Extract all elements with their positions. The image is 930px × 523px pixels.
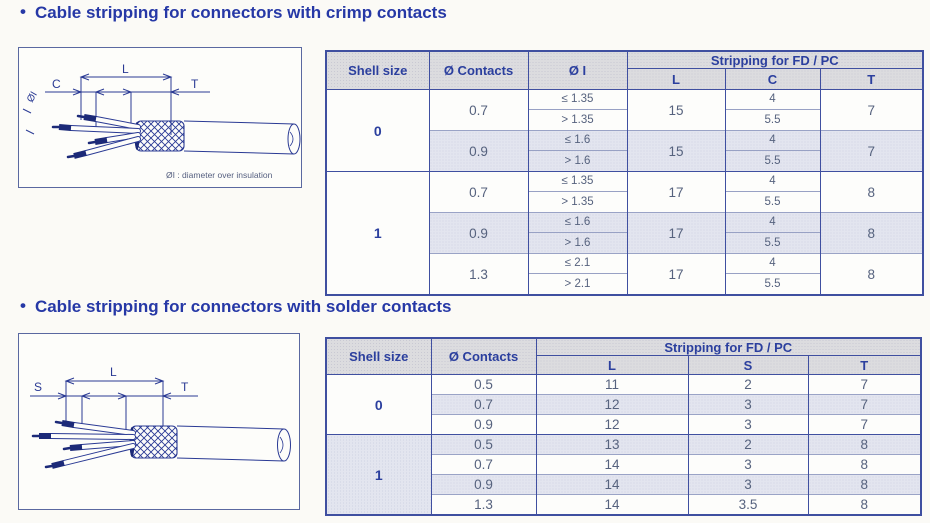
- col-header-stripping-group: Stripping for FD / PC: [536, 338, 921, 356]
- jacket-end: [288, 124, 300, 154]
- cell-t: 8: [820, 254, 923, 296]
- solder-header-row: [326, 338, 921, 356]
- cell-t: 8: [808, 455, 921, 475]
- cell-c: [725, 254, 820, 296]
- table-row: [326, 172, 923, 213]
- cell-oi: [528, 131, 627, 172]
- cell-l: 13: [536, 435, 688, 455]
- col-header-contacts: Ø Contacts: [431, 338, 536, 375]
- cell-c-lower: 5.5: [764, 237, 781, 249]
- cell-contacts: 1.3: [429, 254, 528, 296]
- table-row: [326, 90, 923, 131]
- dim-label-s: S: [34, 380, 43, 394]
- solder-cable-diagram: [18, 333, 300, 510]
- cell-s: 3.5: [688, 495, 808, 516]
- cell-s: 3: [688, 415, 808, 435]
- col-header-c: C: [725, 69, 820, 90]
- col-header-shell-size: Shell size: [326, 51, 429, 90]
- cell-oi-upper: ≤ 1.6: [529, 213, 627, 233]
- cell-oi-upper: ≤ 1.35: [529, 90, 627, 110]
- table-row: [326, 435, 921, 455]
- cell-contacts: 0.7: [429, 172, 528, 213]
- cell-shell-size: 1: [326, 172, 429, 296]
- cell-l: 17: [627, 213, 725, 254]
- col-header-t: T: [820, 69, 923, 90]
- cell-contacts: 0.5: [431, 435, 536, 455]
- cell-c: [725, 213, 820, 254]
- cell-c-lower: 5.5: [764, 196, 781, 208]
- col-header-l: L: [536, 356, 688, 375]
- cell-oi: [528, 172, 627, 213]
- dim-label-t: T: [191, 77, 199, 91]
- cell-s: 2: [688, 375, 808, 395]
- cell-l: 14: [536, 495, 688, 516]
- diagram-border: [19, 334, 300, 510]
- cell-t: 7: [820, 131, 923, 172]
- cell-shell-size: 1: [326, 435, 431, 516]
- cell-s: 3: [688, 455, 808, 475]
- cell-l: 15: [627, 131, 725, 172]
- crimp-header-row: [326, 51, 923, 69]
- col-header-contacts: Ø Contacts: [429, 51, 528, 90]
- cell-oi: [528, 254, 627, 296]
- bullet-icon: •: [20, 2, 26, 21]
- cell-oi-upper: ≤ 1.35: [529, 172, 627, 192]
- cell-c-upper: 4: [726, 131, 820, 151]
- solder-table: [325, 337, 922, 516]
- cell-c-upper: 4: [726, 254, 820, 274]
- cell-t: 8: [808, 475, 921, 495]
- diagram-border: [19, 48, 302, 188]
- cell-shell-size: 0: [326, 90, 429, 172]
- cell-t: 7: [808, 415, 921, 435]
- dim-label-l: L: [110, 365, 117, 379]
- cell-contacts: 1.3: [431, 495, 536, 516]
- crimp-cable-diagram: [18, 47, 302, 188]
- col-header-shell-size: Shell size: [326, 338, 431, 375]
- cell-s: 2: [688, 435, 808, 455]
- cell-s: 3: [688, 475, 808, 495]
- solder-title-text: Cable stripping for connectors with solder contacts: [34, 297, 452, 316]
- cell-contacts: 0.9: [431, 475, 536, 495]
- cell-l: 11: [536, 375, 688, 395]
- crimp-section-title: [20, 3, 447, 23]
- cell-t: 8: [808, 435, 921, 455]
- cell-l: 12: [536, 395, 688, 415]
- cell-l: 14: [536, 455, 688, 475]
- cell-c-lower: 5.5: [764, 114, 781, 126]
- cell-c: [725, 172, 820, 213]
- cell-contacts: 0.7: [431, 455, 536, 475]
- cell-oi-lower: > 1.35: [561, 114, 594, 126]
- cell-oi-lower: > 1.6: [564, 237, 591, 249]
- cell-contacts: 0.7: [431, 395, 536, 415]
- col-header-t: T: [808, 356, 921, 375]
- jacket-end: [278, 429, 291, 461]
- cell-t: 7: [820, 90, 923, 131]
- cell-c-lower: 5.5: [764, 278, 781, 290]
- dim-label-t: T: [181, 380, 189, 394]
- col-header-oi: Ø I: [528, 51, 627, 90]
- cell-shell-size: 0: [326, 375, 431, 435]
- dim-label-c: C: [52, 77, 61, 91]
- cell-contacts: 0.9: [431, 415, 536, 435]
- cell-oi: [528, 90, 627, 131]
- cell-t: 7: [808, 375, 921, 395]
- cell-contacts: 0.7: [429, 90, 528, 131]
- cell-s: 3: [688, 395, 808, 415]
- cell-contacts: 0.9: [429, 131, 528, 172]
- crimp-table: [325, 50, 924, 296]
- cell-oi-lower: > 1.6: [564, 155, 591, 167]
- cell-c-upper: 4: [726, 90, 820, 110]
- cell-c: [725, 131, 820, 172]
- cell-l: 17: [627, 254, 725, 296]
- cell-t: 8: [808, 495, 921, 516]
- cell-oi-upper: ≤ 1.6: [529, 131, 627, 151]
- cell-contacts: 0.5: [431, 375, 536, 395]
- bullet-icon: •: [20, 296, 26, 315]
- table-row: [326, 375, 921, 395]
- cell-t: 8: [820, 172, 923, 213]
- cell-c-upper: 4: [726, 213, 820, 233]
- braid-shield: [131, 426, 177, 458]
- cell-contacts: 0.9: [429, 213, 528, 254]
- cell-oi-lower: > 1.35: [561, 196, 594, 208]
- diagram-note: ØI : diameter over insulation: [166, 170, 273, 180]
- crimp-title-text: Cable stripping for connectors with crimp contacts: [34, 3, 447, 22]
- dim-label-oi: ØI: [25, 89, 40, 105]
- col-header-l: L: [627, 69, 725, 90]
- col-header-stripping-group: Stripping for FD / PC: [627, 51, 923, 69]
- cell-t: 8: [820, 213, 923, 254]
- col-header-s: S: [688, 356, 808, 375]
- cell-l: 17: [627, 172, 725, 213]
- solder-section-title: [20, 297, 452, 317]
- cell-t: 7: [808, 395, 921, 415]
- cell-c: [725, 90, 820, 131]
- cell-oi-lower: > 2.1: [564, 278, 591, 290]
- cell-l: 12: [536, 415, 688, 435]
- cell-oi-upper: ≤ 2.1: [529, 254, 627, 274]
- cell-oi: [528, 213, 627, 254]
- dim-label-l: L: [122, 62, 129, 76]
- cell-l: 15: [627, 90, 725, 131]
- cell-l: 14: [536, 475, 688, 495]
- cell-c-upper: 4: [726, 172, 820, 192]
- cell-c-lower: 5.5: [764, 155, 781, 167]
- braid-shield: [136, 121, 184, 151]
